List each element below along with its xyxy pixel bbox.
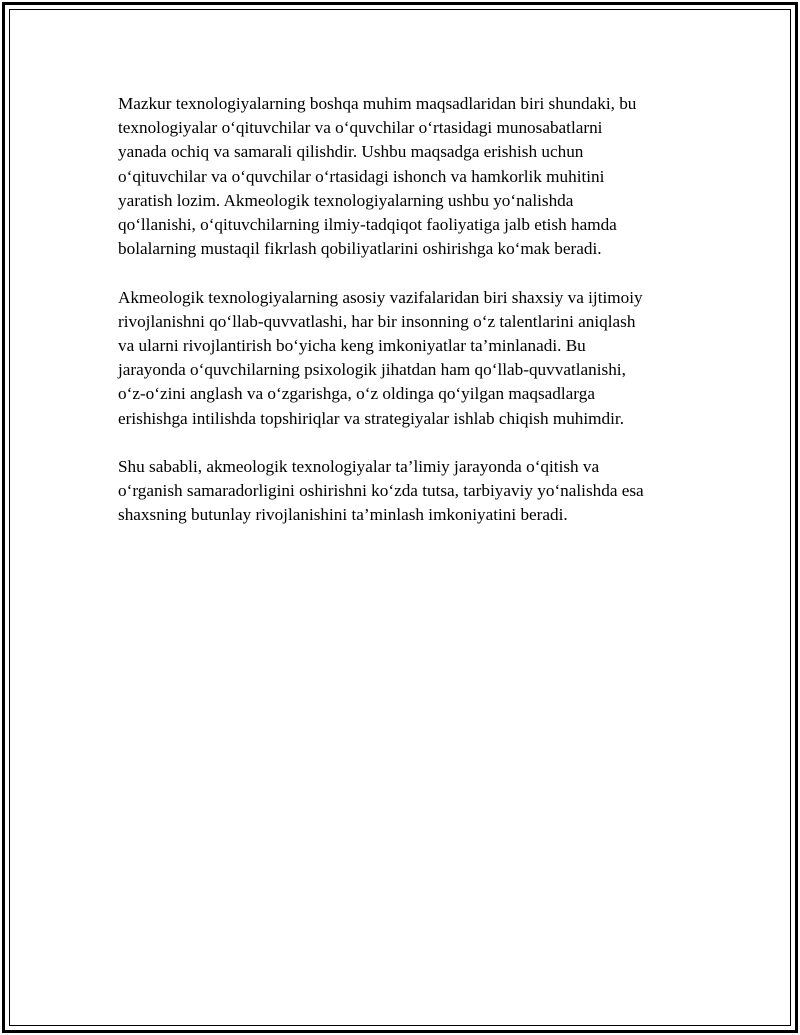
paragraph-1 [118, 92, 698, 261]
text-line: o‘qituvchilar va o‘quvchilar o‘rtasidagi ishonch va hamkorlik muhitini [118, 166, 605, 186]
text-line: yaratish lozim. Akmeologik texnologiyalarning ushbu yo‘nalishda [118, 190, 574, 210]
text-line: o‘rganish samaradorligini oshirishni ko‘zda tutsa, tarbiyaviy yo‘nalishda esa [118, 481, 644, 501]
text-line: Akmeologik texnologiyalarning asosiy vazifalaridan biri shaxsiy va ijtimoiy [118, 287, 643, 307]
text-line: Shu sababli, akmeologik texnologiyalar ta’limiy jarayonda o‘qitish va [118, 457, 600, 477]
document-body [118, 92, 698, 552]
paragraph-3 [118, 455, 698, 528]
paragraph-2 [118, 286, 698, 431]
text-line: jarayonda o‘quvchilarning psixologik jihatdan ham qo‘llab-quvvatlanishi, [118, 360, 626, 380]
text-line: yanada ochiq va samarali qilishdir. Ushbu maqsadga erishish uchun [118, 142, 584, 162]
text-line: texnologiyalar o‘qituvchilar va o‘quvchilar o‘rtasidagi munosabatlarni [118, 118, 603, 138]
text-line: erishishga intilishda topshiriqlar va strategiyalar ishlab chiqish muhimdir. [118, 408, 624, 428]
text-line: Mazkur texnologiyalarning boshqa muhim maqsadlaridan biri shundaki, bu [118, 94, 637, 113]
text-line: va ularni rivojlantirish bo‘yicha keng imkoniyatlar ta’minlanadi. Bu [118, 336, 586, 356]
text-line: rivojlanishni qo‘llab-quvvatlashi, har bir insonning o‘z talentlarini aniqlash [118, 311, 636, 331]
text-line: qo‘llanishi, o‘qituvchilarning ilmiy-tadqiqot faoliyatiga jalb etish hamda [118, 215, 617, 235]
text-line: o‘z-o‘zini anglash va o‘zgarishga, o‘z oldinga qo‘yilgan maqsadlarga [118, 384, 595, 404]
text-line: bolalarning mustaqil fikrlash qobiliyatlarini oshirishga ko‘mak beradi. [118, 239, 602, 259]
text-line: shaxsning butunlay rivojlanishini ta’minlash imkoniyatini beradi. [118, 505, 568, 525]
